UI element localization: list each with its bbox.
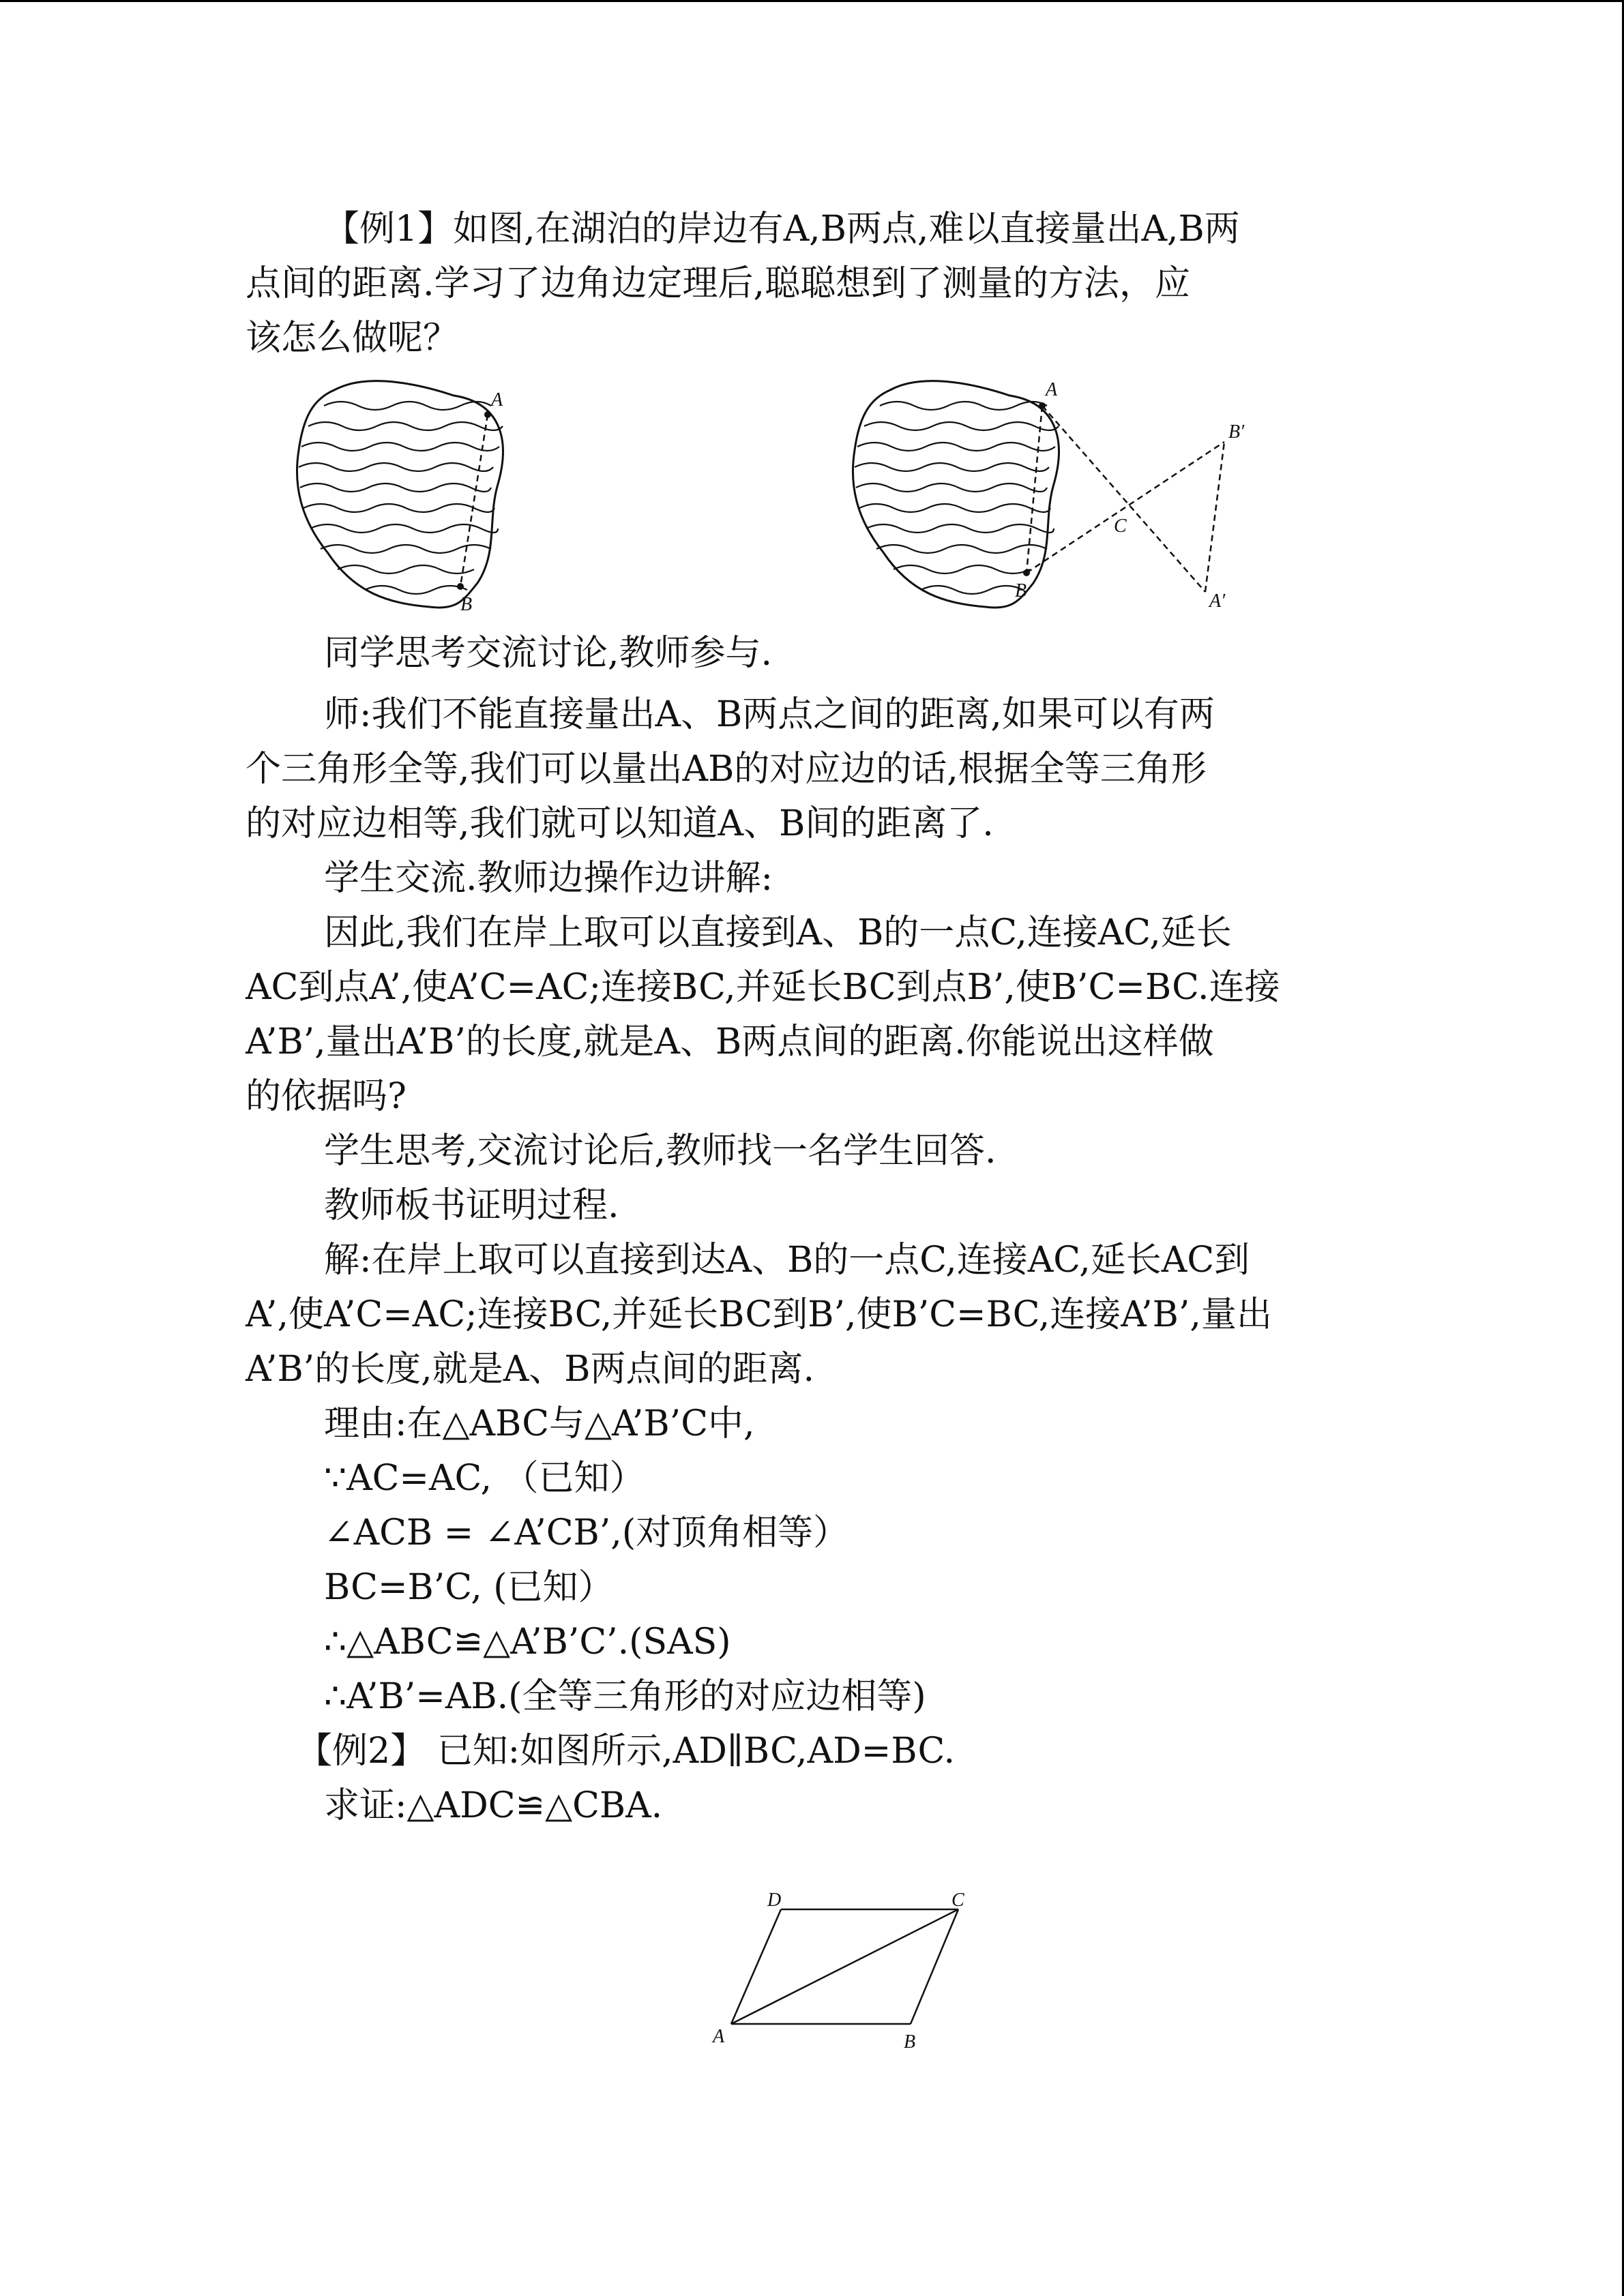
label-c: C [1114,516,1127,537]
segment-a-aprime [1042,406,1205,592]
label-b-prime: B′ [1228,421,1245,443]
discussion-line-12: 解:在岸上取可以直接到达A、B的一点C,连接AC,延长AC到 [324,1240,1250,1281]
point-a [484,411,491,418]
example1-line-3: 该怎么做呢？ [246,318,459,359]
lake-figure-2 [849,375,1272,621]
diagonal-ac [731,1909,958,2024]
discussion-line-3: 个三角形全等,我们可以量出AB的对应边的话,根据全等三角形 [246,749,1207,790]
side-bc [911,1909,958,2024]
discussion-line-9: 的依据吗? [246,1076,407,1117]
lake-waves [855,402,1059,594]
segment-ab [460,415,488,586]
discussion-line-1: 同学思考交流讨论,教师参与. [324,633,773,674]
side-da [731,1909,781,2024]
page-border-top [0,0,1624,2]
proof-line-2: ∵AC=AC, （已知） [324,1458,645,1499]
discussion-line-5: 学生交流.教师边操作边讲解: [324,858,773,899]
label-a: A [713,2026,725,2047]
label-b: B [460,594,473,615]
label-d: D [767,1890,782,1911]
point-b [457,583,464,590]
lake-figure-1 [293,375,518,621]
discussion-line-13: A’,使A’C=AC;连接BC,并延长BC到B’,使B’C=BC,连接A’B’,量出 [246,1294,1272,1335]
point-a [1039,402,1046,409]
discussion-line-2: 师:我们不能直接量出A、B两点之间的距离,如果可以有两 [324,694,1215,735]
discussion-line-10: 学生思考,交流讨论后,教师找一名学生回答. [324,1131,996,1172]
example2-line-2: 求证:△ADC≌△CBA. [324,1785,663,1826]
point-b [1023,569,1030,576]
proof-line-4: BC=B’C, (已知） [324,1567,614,1608]
segment-aprime-bprime [1205,442,1224,592]
discussion-line-11: 教师板书证明过程. [324,1185,619,1226]
proof-line-6: ∴A’B’=AB.(全等三角形的对应边相等) [324,1676,926,1717]
proof-line-1: 理由:在△ABC与△A’B’C中, [324,1403,755,1444]
example1-line-2: 点间的距离.学习了边角边定理后,聪聪想到了测量的方法，应 [246,263,1191,304]
lake-waves [299,402,503,594]
discussion-line-8: A’B’,量出A’B’的长度,就是A、B两点间的距离.你能说出这样做 [246,1022,1214,1062]
example2-line-1: 【例2】 已知:如图所示,AD∥BC,AD=BC. [297,1731,956,1772]
lake-outline [297,381,503,608]
discussion-line-7: AC到点A’,使A’C=AC;连接BC,并延长BC到点B’,使B’C=BC.连接 [246,967,1280,1008]
label-a-prime: A′ [1209,591,1226,612]
parallelogram-figure [703,1882,1009,2059]
example1-line-1: 【例1】如图,在湖泊的岸边有A,B两点,难以直接量出A,B两 [324,209,1240,250]
proof-line-3: ∠ACB = ∠A’CB’,(对顶角相等） [324,1512,849,1553]
discussion-line-6: 因此,我们在岸上取可以直接到A、B的一点C,连接AC,延长 [324,912,1232,953]
segment-b-bprime [1027,442,1224,573]
label-c: C [951,1890,964,1911]
proof-line-5: ∴△ABC≌△A’B’C’.(SAS) [324,1622,731,1663]
label-a: A [491,389,503,411]
label-b: B [904,2031,916,2053]
discussion-line-14: A’B’的长度,就是A、B两点间的距离. [246,1349,815,1390]
label-a: A [1046,379,1058,400]
label-b: B [1015,580,1027,601]
discussion-line-4: 的对应边相等,我们就可以知道A、B间的距离了. [246,803,994,844]
